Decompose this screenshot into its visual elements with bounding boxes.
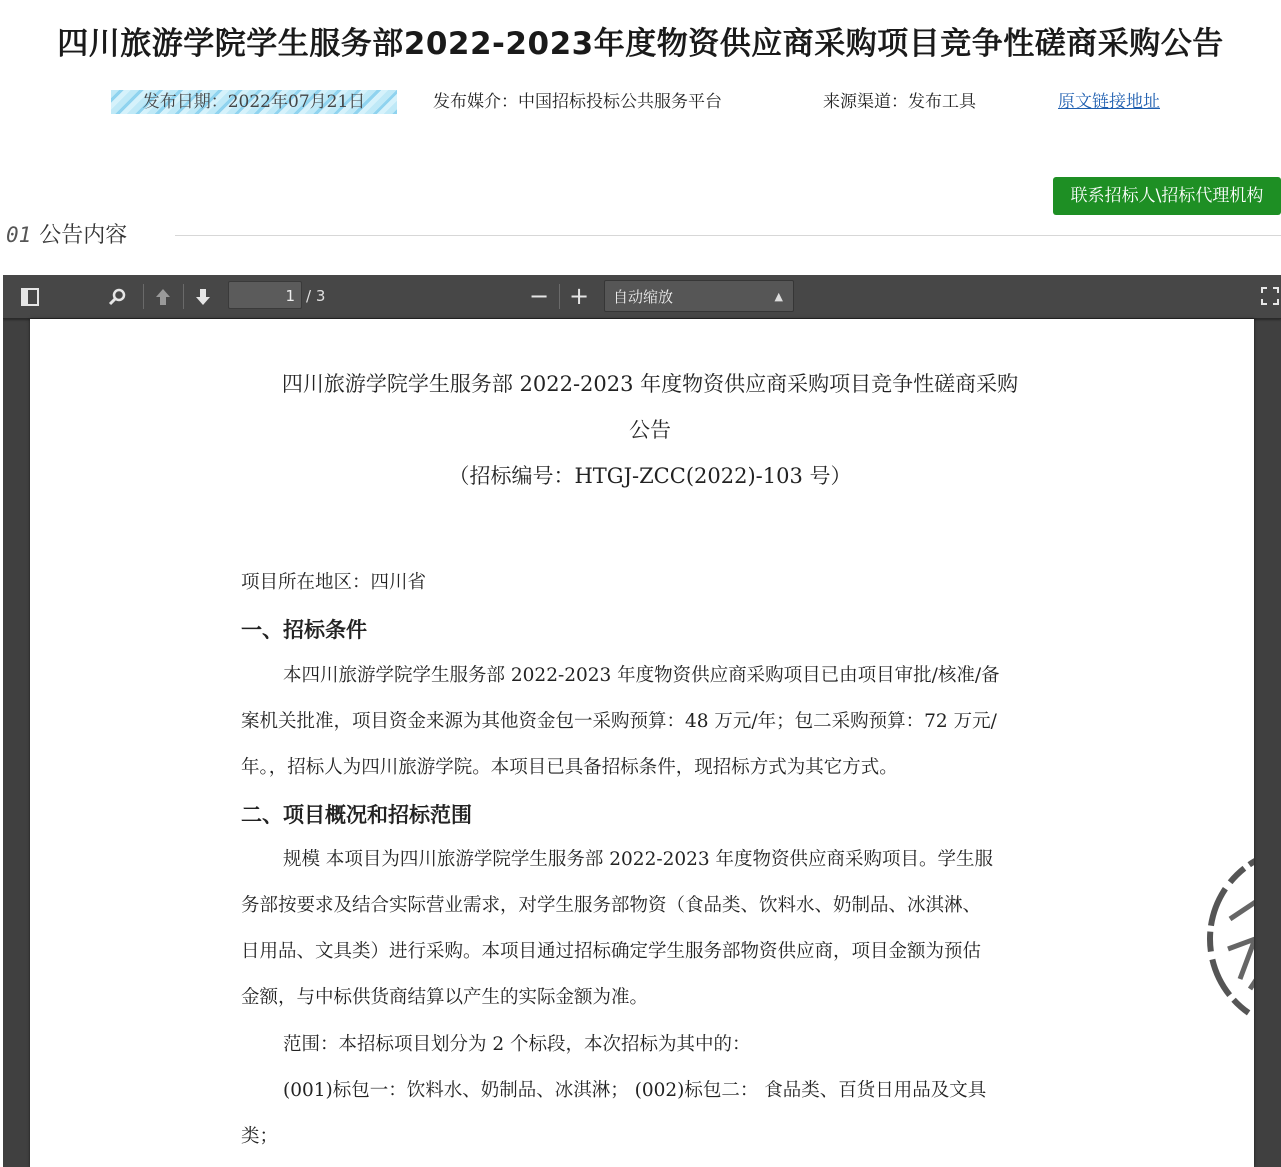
doc-paragraph-line: 金额，与中标供货商结算以产生的实际金额为准。 (241, 987, 649, 1008)
doc-paragraph-line: 规模 本项目为四川旅游学院学生服务部 2022-2023 年度物资供应商采购项目。学生服 (283, 849, 994, 870)
doc-paragraph-line: (001)标包一：饮料水、奶制品、冰淇淋； (002)标包二： 食品类、百货日用品及文具 (283, 1080, 987, 1101)
page-total: / 3 (306, 287, 326, 305)
section-divider (175, 235, 1281, 236)
doc-region: 项目所在地区：四川省 (241, 572, 427, 593)
doc-paragraph-line: 务部按要求及结合实际营业需求，对学生服务部物资（食品类、饮料水、奶制品、冰淇淋、 (241, 895, 982, 916)
publish-date: 发布日期：2022年07月21日 (111, 90, 397, 114)
doc-title-line1: 四川旅游学院学生服务部 2022-2023 年度物资供应商采购项目竞争性磋商采购 (281, 372, 1019, 396)
doc-paragraph-line: 日用品、文具类）进行采购。本项目通过招标确定学生服务部物资供应商，项目金额为预估 (241, 941, 982, 962)
doc-paragraph-line: 年。，招标人为四川旅游学院。本项目已具备招标条件，现招标方式为其它方式。 (241, 757, 898, 778)
source-channel: 来源渠道：发布工具 (823, 92, 976, 112)
doc-paragraph-line: 范围：本招标项目划分为 2 个标段，本次招标为其中的： (283, 1034, 751, 1055)
sidebar-toggle-icon[interactable] (17, 275, 43, 318)
doc-paragraph-line: 类； (241, 1126, 279, 1147)
up-arrow-icon[interactable] (150, 275, 176, 318)
doc-paragraph-line: 案机关批准，项目资金来源为其他资金包一采购预算：48 万元/年；包二采购预算：72 万元/ (241, 711, 997, 732)
fullscreen-icon[interactable] (1259, 275, 1281, 318)
doc-title-line2: 公告 (629, 418, 671, 442)
zoom-select[interactable] (604, 280, 794, 312)
doc-heading-1: 一、招标条件 (241, 617, 367, 642)
zoom-value: 自动缩放 (613, 288, 674, 306)
pdf-toolbar (3, 275, 1281, 319)
section-heading (6, 218, 127, 252)
plus-icon[interactable]: + (568, 282, 590, 310)
down-arrow-icon[interactable] (190, 275, 216, 318)
section-number: 01 (6, 223, 32, 247)
contact-tenderer-button[interactable]: 联系招标人\招标代理机构 (1053, 177, 1281, 215)
pdf-viewer (3, 275, 1281, 1167)
page-number-input[interactable]: 1 (228, 281, 302, 309)
doc-paragraph-line: 本四川旅游学院学生服务部 2022-2023 年度物资供应商采购项目已由项目审批/核准/备 (283, 665, 1000, 686)
stamp-seal-icon (1200, 839, 1254, 1039)
publish-media: 发布媒介：中国招标投标公共服务平台 (433, 92, 722, 112)
chevron-updown-icon: ▲ (774, 290, 783, 303)
pdf-page (30, 319, 1254, 1167)
search-icon[interactable] (105, 275, 131, 318)
doc-code: （招标编号：HTGJ-ZCC(2022)-103 号） (448, 464, 852, 488)
doc-heading-2: 二、项目概况和招标范围 (241, 802, 472, 827)
section-label: 公告内容 (39, 223, 128, 248)
minus-icon[interactable]: − (528, 282, 550, 310)
original-link[interactable]: 原文链接地址 (1058, 92, 1160, 112)
page-title: 四川旅游学院学生服务部2022-2023年度物资供应商采购项目竞争性磋商采购公告 (57, 26, 1224, 62)
